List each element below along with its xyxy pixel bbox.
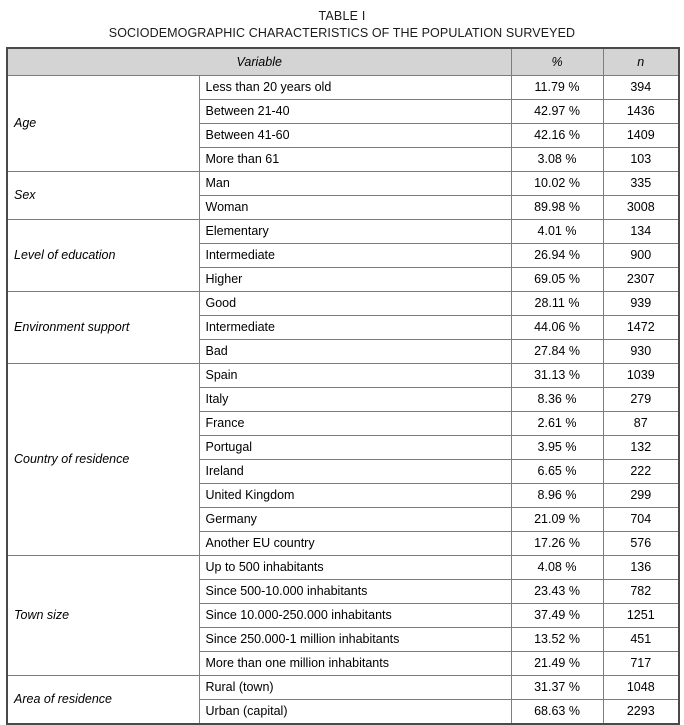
category-cell: France — [199, 411, 511, 435]
table-row — [7, 363, 679, 387]
category-cell: More than 61 — [199, 147, 511, 171]
category-cell: Germany — [199, 507, 511, 531]
percent-cell: 17.26 % — [511, 531, 603, 555]
percent-cell: 11.79 % — [511, 75, 603, 99]
table-row — [7, 171, 679, 195]
variable-group-label: Town size — [7, 555, 199, 675]
category-cell: Between 21-40 — [199, 99, 511, 123]
table-number: TABLE I — [318, 9, 366, 23]
count-cell: 1409 — [603, 123, 679, 147]
header-n: n — [603, 48, 679, 76]
sociodemographic-table — [6, 47, 680, 725]
percent-cell: 42.97 % — [511, 99, 603, 123]
percent-cell: 28.11 % — [511, 291, 603, 315]
percent-cell: 8.96 % — [511, 483, 603, 507]
count-cell: 1472 — [603, 315, 679, 339]
percent-cell: 42.16 % — [511, 123, 603, 147]
percent-cell: 27.84 % — [511, 339, 603, 363]
count-cell: 136 — [603, 555, 679, 579]
percent-cell: 4.08 % — [511, 555, 603, 579]
percent-cell: 31.13 % — [511, 363, 603, 387]
percent-cell: 21.49 % — [511, 651, 603, 675]
table-row — [7, 675, 679, 699]
table-caption — [6, 8, 678, 42]
category-cell: Since 500-10.000 inhabitants — [199, 579, 511, 603]
variable-group-label: Sex — [7, 171, 199, 219]
percent-cell: 8.36 % — [511, 387, 603, 411]
category-cell: Good — [199, 291, 511, 315]
category-cell: Man — [199, 171, 511, 195]
percent-cell: 6.65 % — [511, 459, 603, 483]
category-cell: Intermediate — [199, 243, 511, 267]
count-cell: 103 — [603, 147, 679, 171]
percent-cell: 13.52 % — [511, 627, 603, 651]
percent-cell: 37.49 % — [511, 603, 603, 627]
percent-cell: 31.37 % — [511, 675, 603, 699]
category-cell: Woman — [199, 195, 511, 219]
table-header-row — [7, 48, 679, 76]
percent-cell: 23.43 % — [511, 579, 603, 603]
count-cell: 132 — [603, 435, 679, 459]
count-cell: 2293 — [603, 699, 679, 724]
percent-cell: 69.05 % — [511, 267, 603, 291]
variable-group-label: Environment support — [7, 291, 199, 363]
count-cell: 299 — [603, 483, 679, 507]
category-cell: Higher — [199, 267, 511, 291]
variable-group-label: Level of education — [7, 219, 199, 291]
category-cell: Italy — [199, 387, 511, 411]
count-cell: 1039 — [603, 363, 679, 387]
table-row — [7, 555, 679, 579]
count-cell: 704 — [603, 507, 679, 531]
percent-cell: 68.63 % — [511, 699, 603, 724]
count-cell: 1251 — [603, 603, 679, 627]
count-cell: 1048 — [603, 675, 679, 699]
percent-cell: 26.94 % — [511, 243, 603, 267]
percent-cell: 3.08 % — [511, 147, 603, 171]
category-cell: Urban (capital) — [199, 699, 511, 724]
variable-group-label: Age — [7, 75, 199, 171]
category-cell: Less than 20 years old — [199, 75, 511, 99]
variable-group-label: Country of residence — [7, 363, 199, 555]
category-cell: Rural (town) — [199, 675, 511, 699]
table-row — [7, 291, 679, 315]
count-cell: 222 — [603, 459, 679, 483]
percent-cell: 44.06 % — [511, 315, 603, 339]
table-body — [7, 48, 679, 724]
category-cell: Up to 500 inhabitants — [199, 555, 511, 579]
count-cell: 87 — [603, 411, 679, 435]
category-cell: Between 41-60 — [199, 123, 511, 147]
header-variable: Variable — [7, 48, 511, 76]
count-cell: 134 — [603, 219, 679, 243]
table-row — [7, 75, 679, 99]
header-percent: % — [511, 48, 603, 76]
category-cell: United Kingdom — [199, 483, 511, 507]
count-cell: 782 — [603, 579, 679, 603]
percent-cell: 3.95 % — [511, 435, 603, 459]
category-cell: Bad — [199, 339, 511, 363]
count-cell: 939 — [603, 291, 679, 315]
percent-cell: 4.01 % — [511, 219, 603, 243]
category-cell: Another EU country — [199, 531, 511, 555]
category-cell: Since 10.000-250.000 inhabitants — [199, 603, 511, 627]
percent-cell: 89.98 % — [511, 195, 603, 219]
category-cell: Since 250.000-1 million inhabitants — [199, 627, 511, 651]
count-cell: 900 — [603, 243, 679, 267]
variable-group-label: Area of residence — [7, 675, 199, 724]
count-cell: 930 — [603, 339, 679, 363]
count-cell: 1436 — [603, 99, 679, 123]
count-cell: 335 — [603, 171, 679, 195]
count-cell: 3008 — [603, 195, 679, 219]
table-title: SOCIODEMOGRAPHIC CHARACTERISTICS OF THE POPULATION SURVEYED — [108, 25, 576, 40]
count-cell: 2307 — [603, 267, 679, 291]
count-cell: 394 — [603, 75, 679, 99]
category-cell: Intermediate — [199, 315, 511, 339]
percent-cell: 21.09 % — [511, 507, 603, 531]
category-cell: Elementary — [199, 219, 511, 243]
count-cell: 279 — [603, 387, 679, 411]
table-row — [7, 219, 679, 243]
category-cell: Ireland — [199, 459, 511, 483]
count-cell: 717 — [603, 651, 679, 675]
category-cell: More than one million inhabitants — [199, 651, 511, 675]
count-cell: 576 — [603, 531, 679, 555]
category-cell: Portugal — [199, 435, 511, 459]
category-cell: Spain — [199, 363, 511, 387]
percent-cell: 10.02 % — [511, 171, 603, 195]
percent-cell: 2.61 % — [511, 411, 603, 435]
count-cell: 451 — [603, 627, 679, 651]
